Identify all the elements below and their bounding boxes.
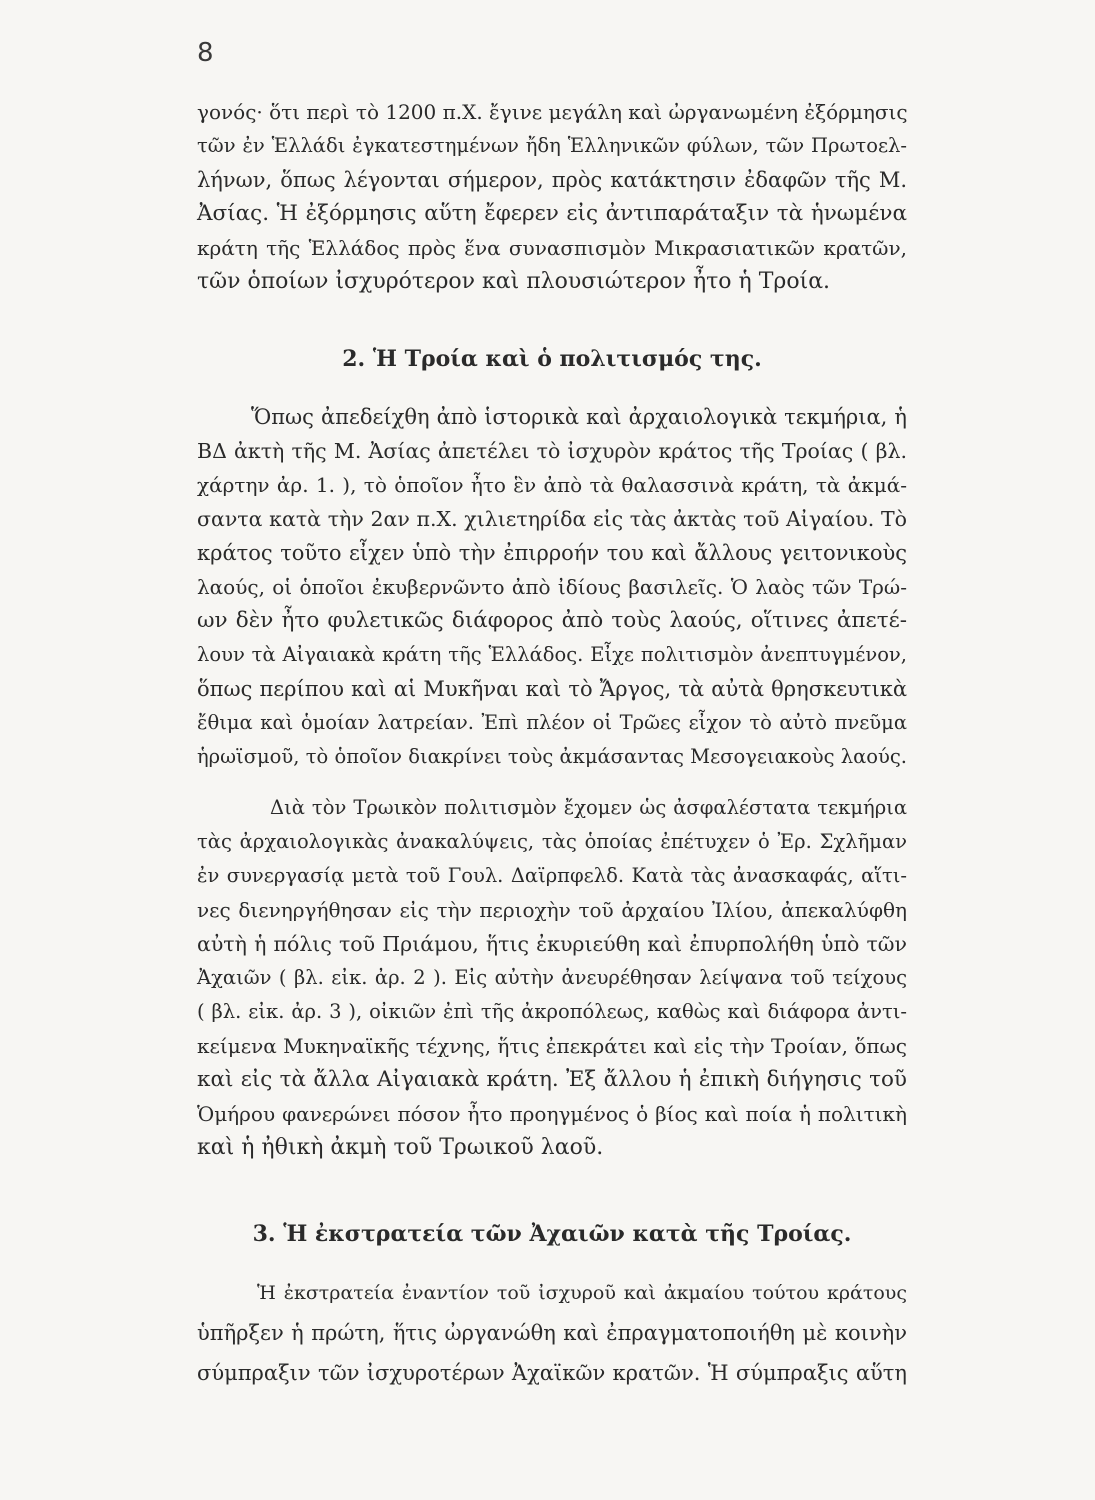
paragraph-3 [197,791,907,1165]
text-line: τῶν ὁποίων ἰσχυρότερον καὶ πλουσιώτερον ἦτο ἡ Τροία. [197,269,831,294]
paragraph-2 [197,400,907,774]
paragraph-1 [197,95,907,299]
text-line: τὰς ἀρχαιολογικὰς ἀνακαλύψεις, τὰς ὁποίας ἐπέτυχεν ὁ Ἐρ. Σχλῆμαν [197,830,907,853]
text-line: σαντα κατὰ τὴν 2αν π.Χ. χιλιετηρίδα εἰς τὰς ἀκτὰς τοῦ Αἰγαίου. Τὸ [197,507,907,531]
text-line: λουν τὰ Αἰγαιακὰ κράτη τῆς Ἑλλάδος. Εἶχε πολιτισμὸν ἀνεπτυγμένον, [197,643,907,666]
text-line: ἡρωϊσμοῦ, τὸ ὁποῖον διακρίνει τοὺς ἀκμάσαντας Μεσογειακοὺς λαούς. [197,745,907,768]
text-line: ὑπῆρξεν ἡ πρώτη, ἥτις ὠργανώθη καὶ ἐπραγματοποιήθη μὲ κοινὴν [197,1321,907,1345]
text-line: ων δὲν ἦτο φυλετικῶς διάφορος ἀπὸ τοὺς λαούς, οἵτινες ἀπετέ- [197,608,907,633]
text-line: ( βλ. εἰκ. ἀρ. 3 ), οἰκιῶν ἐπὶ τῆς ἀκροπόλεως, καθὼς καὶ διάφορα ἀντι- [197,1000,907,1023]
text-line: λαούς, οἱ ὁποῖοι ἐκυβερνῶντο ἀπὸ ἰδίους βασιλεῖς. Ὁ λαὸς τῶν Τρώ- [197,575,907,599]
text-line: σύμπραξιν τῶν ἰσχυροτέρων Ἀχαϊκῶν κρατῶν. Ἡ σύμπραξις αὕτη [197,1361,907,1385]
text-line: ἔθιμα καὶ ὁμοίαν λατρείαν. Ἐπὶ πλέον οἱ Τρῶες εἶχον τὸ αὐτὸ πνεῦμα [197,711,907,734]
text-line: τῶν ἐν Ἑλλάδι ἐγκατεστημένων ἤδη Ἑλληνικῶν φύλων, τῶν Πρωτοελ- [197,134,907,157]
text-line: Ἀχαιῶν ( βλ. εἰκ. ἀρ. 2 ). Εἰς αὐτὴν ἀνευρέθησαν λείψανα τοῦ τείχους [197,966,907,989]
text-line: νες διενηργήθησαν εἰς τὴν περιοχὴν τοῦ ἀρχαίου Ἰλίου, ἀπεκαλύφθη [197,898,907,922]
section-heading-2: 2. Ἡ Τροία καὶ ὁ πολιτισμός της. [342,346,762,372]
text-line: Ὅπως ἀπεδείχθη ἀπὸ ἱστορικὰ καὶ ἀρχαιολογικὰ τεκμήρια, ἡ [251,405,907,429]
text-line: Ἡ ἐκστρατεία ἐναντίον τοῦ ἰσχυροῦ καὶ ἀκμαίου τούτου κράτους [257,1282,907,1304]
text-line: καὶ ἡ ἠθικὴ ἀκμὴ τοῦ Τρωικοῦ λαοῦ. [197,1135,604,1160]
text-line: Διὰ τὸν Τρωικὸν πολιτισμὸν ἔχομεν ὡς ἀσφαλέστατα τεκμήρια [270,796,907,819]
text-line: γονός· ὅτι περὶ τὸ 1200 π.Χ. ἔγινε μεγάλη καὶ ὠργανωμένη ἐξόρμησις [197,100,908,124]
text-line: κράτος τοῦτο εἶχεν ὑπὸ τὴν ἐπιρροήν του καὶ ἄλλους γειτονικοὺς [197,541,907,565]
text-line: Ὁμήρου φανερώνει πόσον ἦτο προηγμένος ὁ βίος καὶ ποία ἡ πολιτικὴ [197,1102,907,1126]
paragraph-4 [197,1273,907,1393]
section-heading-3: 3. Ἡ ἐκστρατεία τῶν Ἀχαιῶν κατὰ τῆς Τροίας. [252,1221,852,1247]
text-line: Ἀσίας. Ἡ ἐξόρμησις αὕτη ἔφερεν εἰς ἀντιπαράταξιν τὰ ἡνωμένα [197,201,907,226]
text-line: κείμενα Μυκηναϊκῆς τέχνης, ἥτις ἐπεκράτει καὶ εἰς τὴν Τροίαν, ὅπως [197,1034,908,1058]
text-line: καὶ εἰς τὰ ἄλλα Αἰγαιακὰ κράτη. Ἐξ ἄλλου ἡ ἐπικὴ διήγησις τοῦ [197,1067,907,1092]
text-line: ΒΔ ἀκτὴ τῆς Μ. Ἀσίας ἀπετέλει τὸ ἰσχυρὸν κράτος τῆς Τροίας ( βλ. [197,439,907,463]
text-line: λήνων, ὅπως λέγονται σήμερον, πρὸς κατάκτησιν ἐδαφῶν τῆς Μ. [197,168,907,192]
text-line: αὐτὴ ἡ πόλις τοῦ Πριάμου, ἥτις ἐκυριεύθη καὶ ἐπυρπολήθη ὑπὸ τῶν [197,932,907,956]
page-number: 8 [197,38,214,68]
text-line: χάρτην ἀρ. 1. ), τὸ ὁποῖον ἦτο ἓν ἀπὸ τὰ θαλασσινὰ κράτη, τὰ ἀκμά- [197,473,907,497]
text-line: ὅπως περίπου καὶ αἱ Μυκῆναι καὶ τὸ Ἄργος, τὰ αὐτὰ θρησκευτικὰ [197,677,907,701]
text-line: κράτη τῆς Ἑλλάδος πρὸς ἕνα συνασπισμὸν Μικρασιατικῶν κρατῶν, [197,236,907,260]
text-line: ἐν συνεργασίᾳ μετὰ τοῦ Γουλ. Δαϊρπφελδ. Κατὰ τὰς ἀνασκαφάς, αἵτι- [197,864,907,887]
